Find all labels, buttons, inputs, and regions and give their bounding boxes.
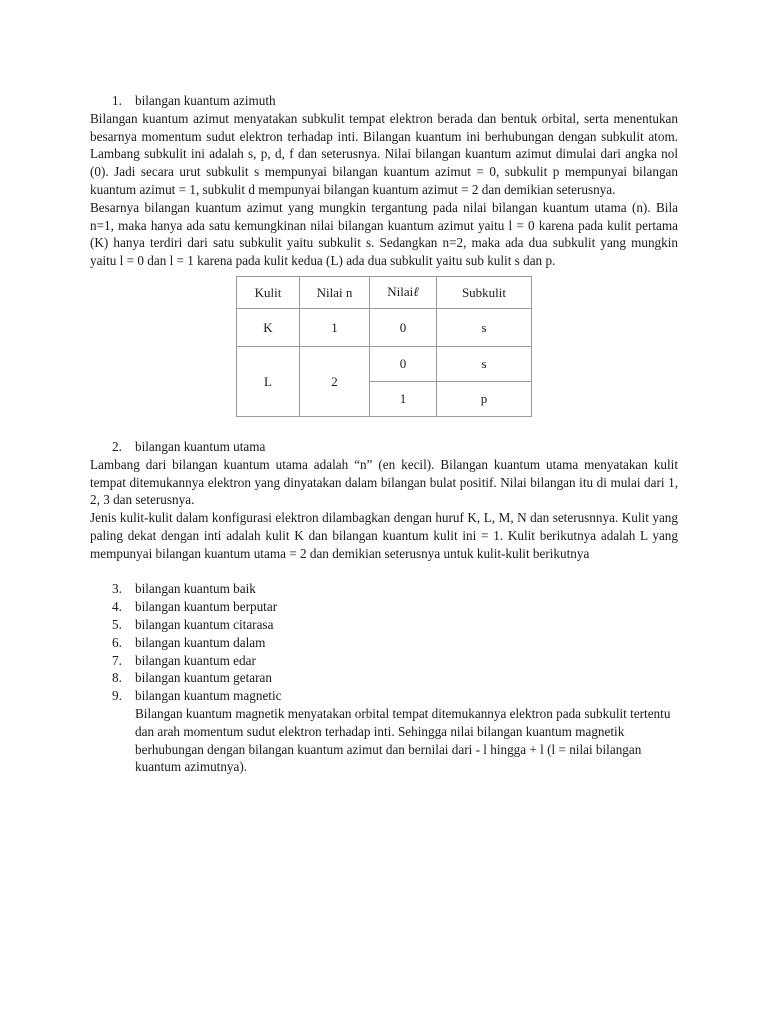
header-nilai-n: Nilai n (300, 276, 370, 308)
list-item-1 (90, 92, 678, 110)
paragraph-utama-shells: Jenis kulit-kulit dalam konfigurasi elektron dilambagkan dengan huruf K, L, M, N dan seterusnnya. Kulit yang paling dekat dengan inti adalah kulit K dan bilangan kuantum kulit ini = 1. Kulit berikutnya adalah L yang mempunyai bilangan kuantum utama = 2 dan demikian seterusnya untuk kulit-kulit berikutnya (90, 510, 678, 561)
header-nilai-l (370, 276, 437, 308)
section-heading-azimuth: bilangan kuantum azimuth (135, 93, 276, 108)
table-wrapper (90, 276, 678, 417)
cell-kulit-k: K (237, 308, 300, 346)
list-label: bilangan kuantum magnetic (135, 688, 282, 704)
list-item-3 (90, 580, 678, 598)
list-label: bilangan kuantum baik (135, 581, 256, 597)
cell-n-l: 2 (300, 346, 370, 416)
table-row (237, 308, 532, 346)
list-number: 2. (112, 438, 122, 454)
cell-l-k: 0 (370, 308, 437, 346)
list-item-9 (90, 687, 678, 705)
table-header-row (237, 276, 532, 308)
table-row (237, 346, 532, 381)
list-number: 6. (112, 634, 122, 650)
list-item-6 (90, 634, 678, 652)
cell-sub-k: s (437, 308, 532, 346)
list-label: bilangan kuantum berputar (135, 599, 278, 615)
cell-n-k: 1 (300, 308, 370, 346)
paragraph-magnetic: Bilangan kuantum magnetik menyatakan orbital tempat ditemukannya elektron pada subkulit tertentu dan arah momentum sudut elektron terhadap inti. Sehingga nilai bilangan kuantum magnetik berhubungan dengan bilangan kuantum azimut dan bernilai dari - l hingga + l (l = nilai bilangan kuantum azimutnya). (135, 705, 671, 775)
list-number: 8. (112, 670, 122, 686)
header-nilai-l-text: Nilai (387, 284, 414, 300)
list-item-2 (90, 438, 678, 456)
section-heading-utama: bilangan kuantum utama (135, 438, 266, 454)
header-kulit: Kulit (237, 276, 300, 308)
shell-subshell-table (236, 276, 532, 417)
cell-kulit-l: L (237, 346, 300, 416)
list-label: bilangan kuantum edar (135, 652, 256, 668)
list-number: 5. (112, 616, 122, 632)
ell-symbol: ℓ (413, 285, 419, 301)
list-item-8 (90, 669, 678, 687)
list-number: 4. (112, 599, 122, 615)
header-subkulit: Subkulit (437, 276, 532, 308)
paragraph-utama-definition: Lambang dari bilangan kuantum utama adalah “n” (en kecil). Bilangan kuantum utama menyatakan kulit tempat ditemukannya elektron yang dinyatakan dalam bilangan bulat positif. Nilai bilangan itu di mulai dari 1, 2, 3 dan seterusnya. (90, 456, 678, 508)
spacer (90, 563, 678, 581)
list-number: 7. (112, 652, 122, 668)
list-label: bilangan kuantum getaran (135, 670, 272, 686)
paragraph-azimuth-values: Besarnya bilangan kuantum azimut yang mungkin tergantung pada nilai bilangan kuantum utama (n). Bila n=1, maka hanya ada satu kemungkinan nilai bilangan kuantum azimut yaitu l = 0 karena pada kulit pertama (K) hanya terdiri dari satu subkulit yaitu subkulit s. Sedangkan n=2, maka ada dua subkulit yang mungkin yaitu l = 0 dan l = 1 karena pada kulit kedua (L) ada dua subkulit yaitu sub kulit s dan p. (90, 199, 678, 269)
list-number: 1. (112, 93, 122, 108)
list-label: bilangan kuantum dalam (135, 634, 266, 650)
cell-l-l-1: 1 (370, 381, 437, 416)
list-number: 3. (112, 581, 122, 597)
list-item-5 (90, 616, 678, 634)
cell-sub-l-p: p (437, 381, 532, 416)
document-page (90, 92, 678, 776)
list-item-4 (90, 598, 678, 616)
cell-sub-l-s: s (437, 346, 532, 381)
paragraph-azimuth-definition: Bilangan kuantum azimut menyatakan subkulit tempat elektron berada dan bentuk orbital, serta menentukan besarnya momentum sudut elektron terhadap inti. Bilangan kuantum ini berhubungan dengan subkulit atom. Lambang subkulit ini adalah s, p, d, f dan seterusnya. Nilai bilangan kuantum azimut dimulai dari angka nol (0). Jadi secara urut subkulit s mempunyai bilangan kuantum azimut = 0, subkulit p mempunyai bilangan kuantum azimut = 1, subkulit d mempunyai bilangan kuantum azimut = 2 dan demikian seterusnya. (90, 110, 678, 197)
list-item-7 (90, 652, 678, 670)
list-label: bilangan kuantum citarasa (135, 616, 274, 632)
cell-l-l-0: 0 (370, 346, 437, 381)
list-number: 9. (112, 688, 122, 704)
